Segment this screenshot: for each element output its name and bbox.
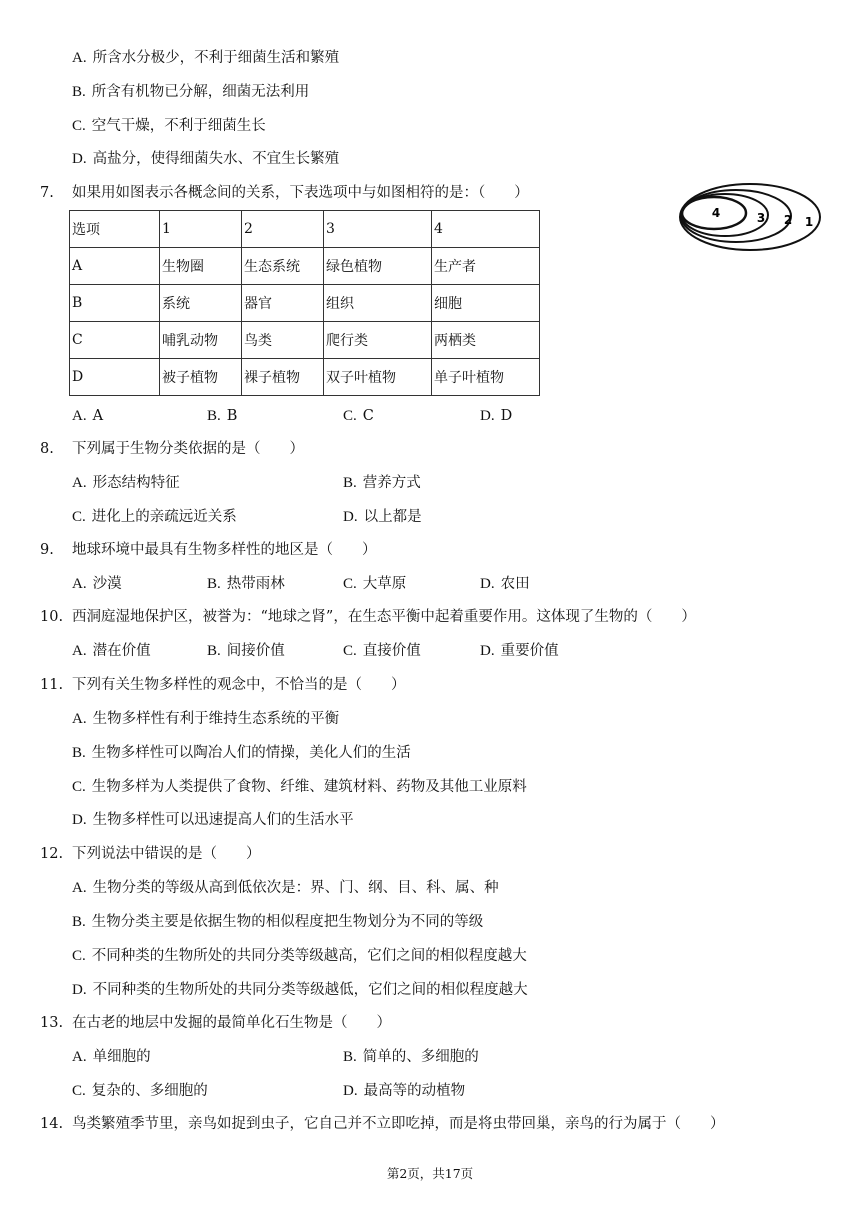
q8-option-b: B. 营养方式 [343, 475, 421, 491]
ellipse-label-3: 3 [756, 211, 766, 225]
table-cell: 4 [432, 211, 540, 248]
q11-number: 11. [40, 677, 64, 693]
q8-option-c: C. 进化上的亲疏远近关系 [72, 509, 237, 525]
table-cell: C [70, 322, 160, 359]
q11-option-d: D. 生物多样性可以迅速提高人们的生活水平 [72, 812, 354, 828]
table-cell: 裸子植物 [242, 359, 324, 396]
q14-stem: 鸟类繁殖季节里，亲鸟如捉到虫子，它自己并不立即吃掉，而是将虫带回巢，亲鸟的行为属于（ ） [72, 1116, 725, 1132]
table-cell: 组织 [324, 285, 432, 322]
q7-option-d: D. D [480, 408, 513, 424]
q13-option-d: D. 最高等的动植物 [343, 1083, 466, 1099]
table-cell: 绿色植物 [324, 248, 432, 285]
q12-option-b: B. 生物分类主要是依据生物的相似程度把生物划分为不同的等级 [72, 914, 484, 930]
nested-concept-figure [678, 181, 828, 253]
table-cell: 系统 [160, 285, 242, 322]
q7-option-c: C. C [343, 408, 374, 424]
q7-option-b: B. B [207, 408, 238, 424]
q9-option-c: C. 大草原 [343, 576, 407, 592]
q12-stem: 下列说法中错误的是（ ） [72, 846, 261, 862]
q13-stem: 在古老的地层中发掘的最简单化石生物是（ ） [72, 1015, 391, 1031]
q6-option-d: D. 高盐分，使得细菌失水、不宜生长繁殖 [72, 151, 340, 167]
table-cell: 鸟类 [242, 322, 324, 359]
q10-option-b: B. 间接价值 [207, 643, 285, 659]
q12-option-c: C. 不同种类的生物所处的共同分类等级越高，它们之间的相似程度越大 [72, 948, 527, 964]
table-cell: 哺乳动物 [160, 322, 242, 359]
q10-number: 10. [40, 609, 64, 625]
q10-option-c: C. 直接价值 [343, 643, 421, 659]
table-cell: B [70, 285, 160, 322]
table-cell: A [70, 248, 160, 285]
table-cell: 细胞 [432, 285, 540, 322]
table-row [70, 248, 540, 285]
q10-option-d: D. 重要价值 [480, 643, 559, 659]
table-cell: 器官 [242, 285, 324, 322]
q12-option-d: D. 不同种类的生物所处的共同分类等级越低，它们之间的相似程度越大 [72, 982, 528, 998]
table-row [70, 285, 540, 322]
q10-stem: 西洞庭湿地保护区，被誉为：“地球之肾”，在生态平衡中起着重要作用。这体现了生物的（ ） [72, 609, 696, 625]
q6-option-c: C. 空气干燥，不利于细菌生长 [72, 118, 266, 134]
ellipse-label-1: 1 [804, 215, 814, 229]
q6-option-b: B. 所含有机物已分解，细菌无法利用 [72, 84, 310, 100]
q7-table [69, 210, 540, 396]
table-row [70, 322, 540, 359]
table-cell: 生物圈 [160, 248, 242, 285]
q8-option-d: D. 以上都是 [343, 509, 422, 525]
q8-number: 8. [40, 441, 54, 457]
page-footer: 第2页，共17页 [386, 1166, 474, 1181]
ellipse-1 [680, 184, 820, 250]
table-cell: 2 [242, 211, 324, 248]
q9-option-a: A. 沙漠 [72, 576, 122, 592]
q9-option-d: D. 农田 [480, 576, 530, 592]
table-cell: 选项 [70, 211, 160, 248]
table-cell: 生态系统 [242, 248, 324, 285]
q12-number: 12. [40, 846, 64, 862]
q13-option-c: C. 复杂的、多细胞的 [72, 1083, 208, 1099]
q11-stem: 下列有关生物多样性的观念中，不恰当的是（ ） [72, 677, 406, 693]
q7-stem: 如果用如图表示各概念间的关系，下表选项中与如图相符的是：（ ） [72, 185, 529, 201]
q13-option-a: A. 单细胞的 [72, 1049, 151, 1065]
q14-number: 14. [40, 1116, 64, 1132]
q10-option-a: A. 潜在价值 [72, 643, 151, 659]
table-cell: 3 [324, 211, 432, 248]
q13-option-b: B. 简单的、多细胞的 [343, 1049, 479, 1065]
ellipse-label-2: 2 [783, 213, 793, 227]
q7-number: 7. [40, 185, 54, 201]
q8-stem: 下列属于生物分类依据的是（ ） [72, 441, 304, 457]
q7-option-a: A. A [72, 408, 104, 424]
q9-option-b: B. 热带雨林 [207, 576, 285, 592]
table-cell: 1 [160, 211, 242, 248]
table-cell: 生产者 [432, 248, 540, 285]
q11-option-c: C. 生物多样为人类提供了食物、纤维、建筑材料、药物及其他工业原料 [72, 779, 527, 795]
q13-number: 13. [40, 1015, 64, 1031]
table-header-row [70, 211, 540, 248]
table-cell: D [70, 359, 160, 396]
q9-stem: 地球环境中最具有生物多样性的地区是（ ） [72, 542, 377, 558]
q8-option-a: A. 形态结构特征 [72, 475, 180, 491]
q11-option-a: A. 生物多样性有利于维持生态系统的平衡 [72, 711, 340, 727]
table-row [70, 359, 540, 396]
table-cell: 双子叶植物 [324, 359, 432, 396]
q11-option-b: B. 生物多样性可以陶冶人们的情操，美化人们的生活 [72, 745, 411, 761]
q6-option-a: A. 所含水分极少，不利于细菌生活和繁殖 [72, 50, 340, 66]
table-cell: 单子叶植物 [432, 359, 540, 396]
q12-option-a: A. 生物分类的等级从高到低依次是：界、门、纲、目、科、属、种 [72, 880, 499, 896]
table-cell: 被子植物 [160, 359, 242, 396]
ellipse-label-4: 4 [711, 206, 721, 220]
table-cell: 两栖类 [432, 322, 540, 359]
table-cell: 爬行类 [324, 322, 432, 359]
q9-number: 9. [40, 542, 54, 558]
